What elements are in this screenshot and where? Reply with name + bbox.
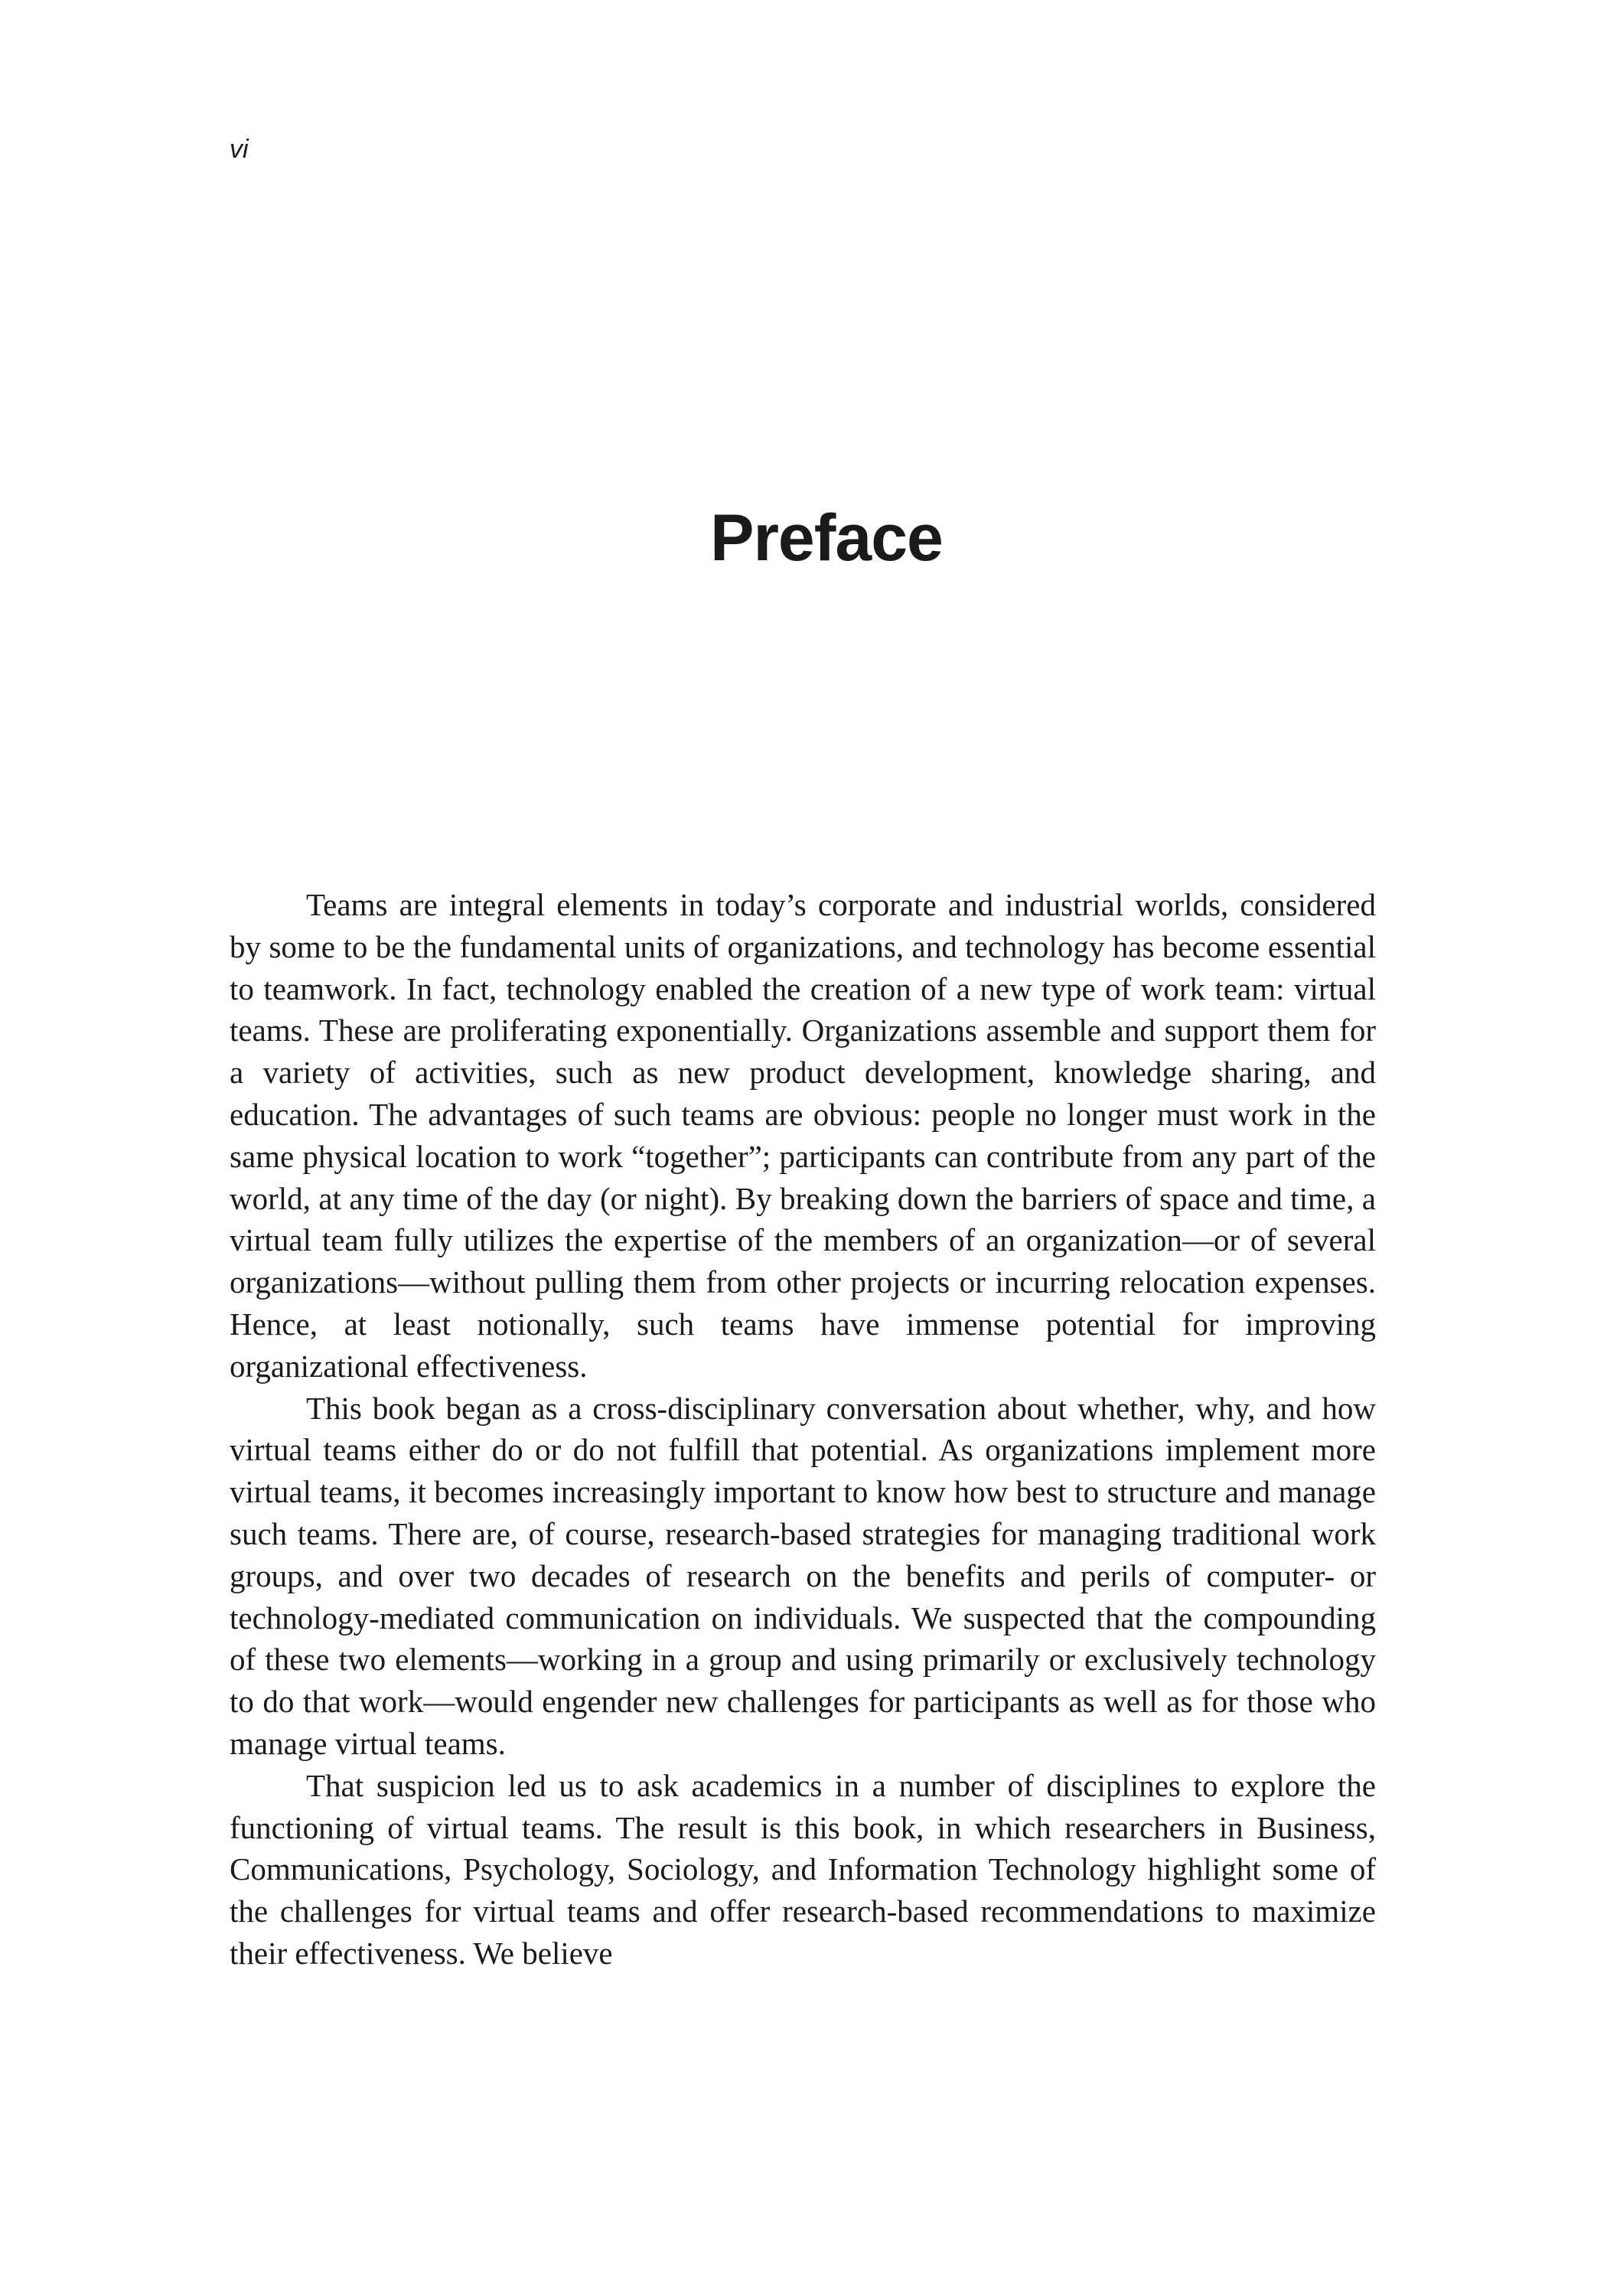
paragraph-2: This book began as a cross-disciplinary conversation about whether, why, and how virtual teams either do or do not fulfill that potential. As organizations implement more virtual teams, it becomes increasingly important to know how best to structure and manage such teams. There are, of course, research-based strategies for managing traditional work groups, and over two decades of research on the benefits and perils of computer- or technology-mediated communication on individuals. We suspected that the compounding of these two elements—working in a group and using primarily or exclusively technology to do that work—would engender new challenges for participants as well as for those who manage virtual teams. bbox=[230, 1390, 1376, 1761]
page-title: Preface bbox=[710, 501, 943, 575]
preface-body bbox=[230, 884, 1376, 1975]
paragraph-3: That suspicion led us to ask academics in a number of disciplines to explore the functioning of virtual teams. The result is this book, in which researchers in Business, Communications, Psychology, Sociology, and Information Technology highlight some of the challenges for virtual teams and offer research-based recommendations to maximize their effectiveness. We believe bbox=[230, 1767, 1376, 1971]
page-number: vi bbox=[230, 135, 249, 164]
paragraph-1: Teams are integral elements in today’s corporate and industrial worlds, considered by some to be the fundamental units of organizations, and technology has become essential to teamwork. In fact, technology enabled the creation of a new type of work team: virtual teams. These are proliferating exponentially. Organizations assemble and support them for a variety of activities, such as new product development, knowledge sharing, and education. The advantages of such teams are obvious: people no longer must work in the same physical location to work “together”; participants can contribute from any part of the world, at any time of the day (or night). By breaking down the barriers of space and time, a virtual team fully utilizes the expertise of the members of an organization—or of several organizations—without pulling them from other projects or incurring relocation expenses. Hence, at least notionally, such teams have immense potential for improving organizational effectiveness. bbox=[230, 887, 1376, 1384]
